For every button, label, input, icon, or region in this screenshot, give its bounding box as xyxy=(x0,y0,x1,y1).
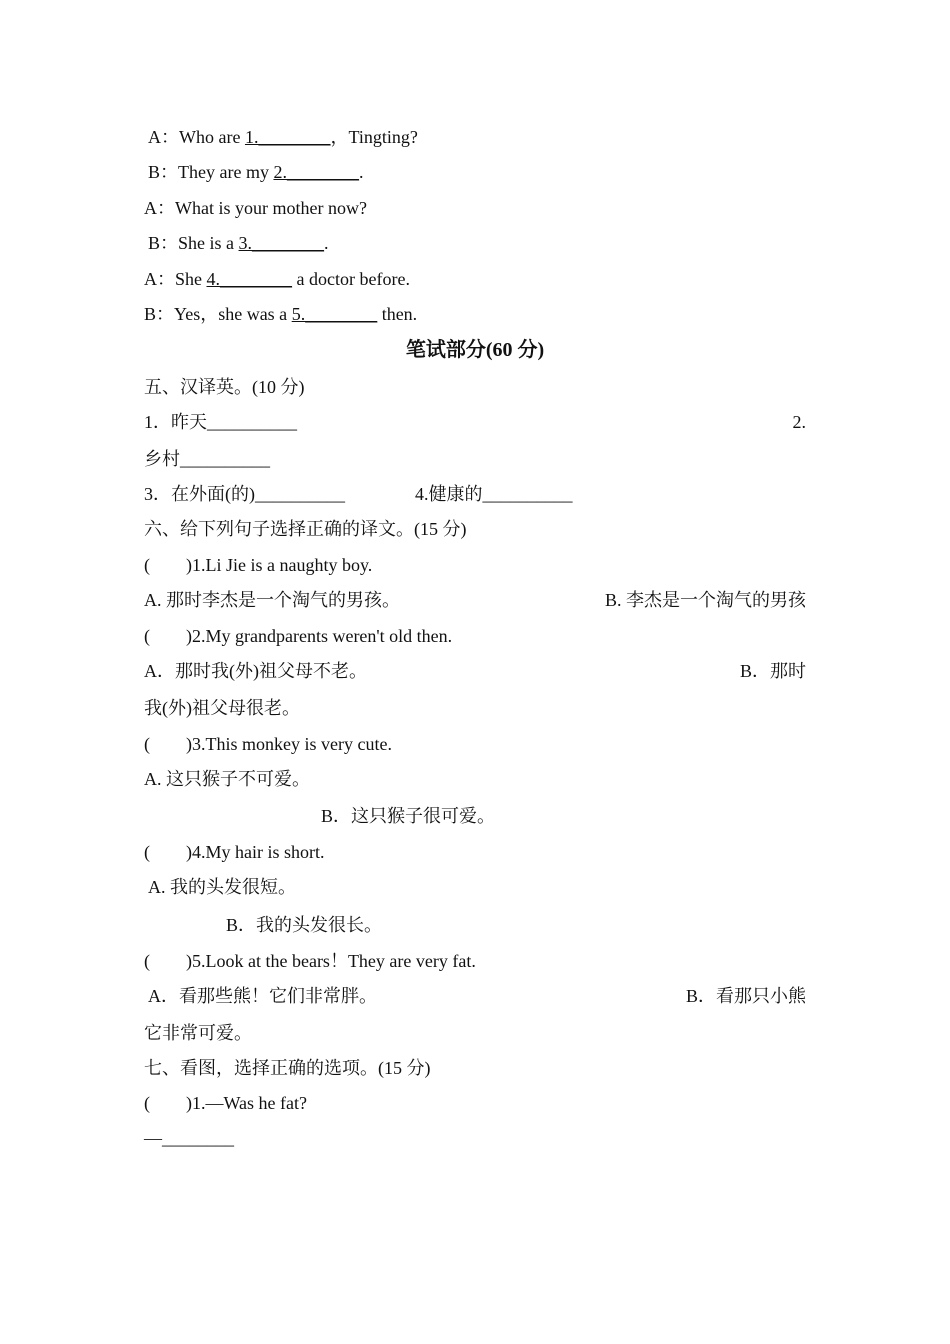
section5-q1: 1．昨天__________ xyxy=(144,412,297,432)
section7-heading: 七、看图，选择正确的选项。(15 分) xyxy=(144,1058,431,1078)
section6-q3-option-a: A. 这只猴子不可爱。 xyxy=(144,769,310,789)
section5-q4: 4.健康的__________ xyxy=(415,484,573,504)
dialogue-line-1 xyxy=(148,125,418,149)
answer-blank-1: 1.________ xyxy=(244,127,331,147)
section6-q5-option-b: B．看那只小熊 xyxy=(685,986,806,1006)
section6-q1: ( )1.Li Jie is a naughty boy. xyxy=(144,555,373,575)
section5-q3: 3．在外面(的)__________ xyxy=(144,484,345,504)
dialogue-text: B：Yes，she was a xyxy=(144,304,292,324)
section6-q2-option-b-continued: 我(外)祖父母很老。 xyxy=(144,698,300,718)
dialogue-text: then. xyxy=(377,304,418,324)
dialogue-text: . xyxy=(358,162,364,182)
dialogue-line-4 xyxy=(148,231,329,255)
dialogue-text: ，Tingting? xyxy=(330,127,418,147)
section6-q5: ( )5.Look at the bears！They are very fat. xyxy=(144,951,476,971)
dialogue-text: B：She is a xyxy=(148,233,239,253)
answer-blank-5: 5.________ xyxy=(291,304,378,324)
section6-q4-option-b: B．我的头发很长。 xyxy=(226,915,383,935)
answer-blank-3: 3.________ xyxy=(238,233,325,253)
written-part-title: 笔试部分(60 分) xyxy=(405,339,545,361)
section6-q5-option-a: A．看那些熊！它们非常胖。 xyxy=(148,986,377,1006)
section5-q2: 乡村__________ xyxy=(144,449,270,469)
section6-q4-option-a: A. 我的头发很短。 xyxy=(148,877,296,897)
section7-q1-answer-line: —________ xyxy=(144,1128,234,1148)
dialogue-text: A：She xyxy=(144,269,207,289)
dialogue-text: a doctor before. xyxy=(292,269,410,289)
section6-heading: 六、给下列句子选择正确的译文。(15 分) xyxy=(144,519,467,539)
dialogue-line-6 xyxy=(144,302,417,326)
dialogue-text: A：Who are xyxy=(148,127,245,147)
dialogue-line-3: A：What is your mother now? xyxy=(144,198,367,218)
section6-q2: ( )2.My grandparents weren't old then. xyxy=(144,626,453,646)
dialogue-line-2 xyxy=(148,160,363,184)
section5-q2-number: 2. xyxy=(792,412,806,432)
section6-q5-option-b-continued: 它非常可爱。 xyxy=(144,1023,252,1043)
section6-q2-option-a: A．那时我(外)祖父母不老。 xyxy=(144,661,367,681)
section7-q1: ( )1.—Was he fat? xyxy=(144,1093,307,1113)
section6-q3: ( )3.This monkey is very cute. xyxy=(144,734,392,754)
section6-q1-option-a: A. 那时李杰是一个淘气的男孩。 xyxy=(144,590,400,610)
section6-q4: ( )4.My hair is short. xyxy=(144,842,325,862)
section6-q1-option-b: B. 李杰是一个淘气的男孩 xyxy=(604,590,806,610)
answer-blank-4: 4.________ xyxy=(206,269,292,289)
answer-blank-2: 2.________ xyxy=(273,162,359,182)
dialogue-text: . xyxy=(324,233,329,253)
section6-q3-option-b: B．这只猴子很可爱。 xyxy=(321,806,496,826)
section5-heading: 五、汉译英。(10 分) xyxy=(144,377,305,397)
dialogue-line-5 xyxy=(144,267,410,291)
section6-q2-option-b: B．那时 xyxy=(739,661,806,681)
dialogue-text: B：They are my xyxy=(148,162,274,182)
